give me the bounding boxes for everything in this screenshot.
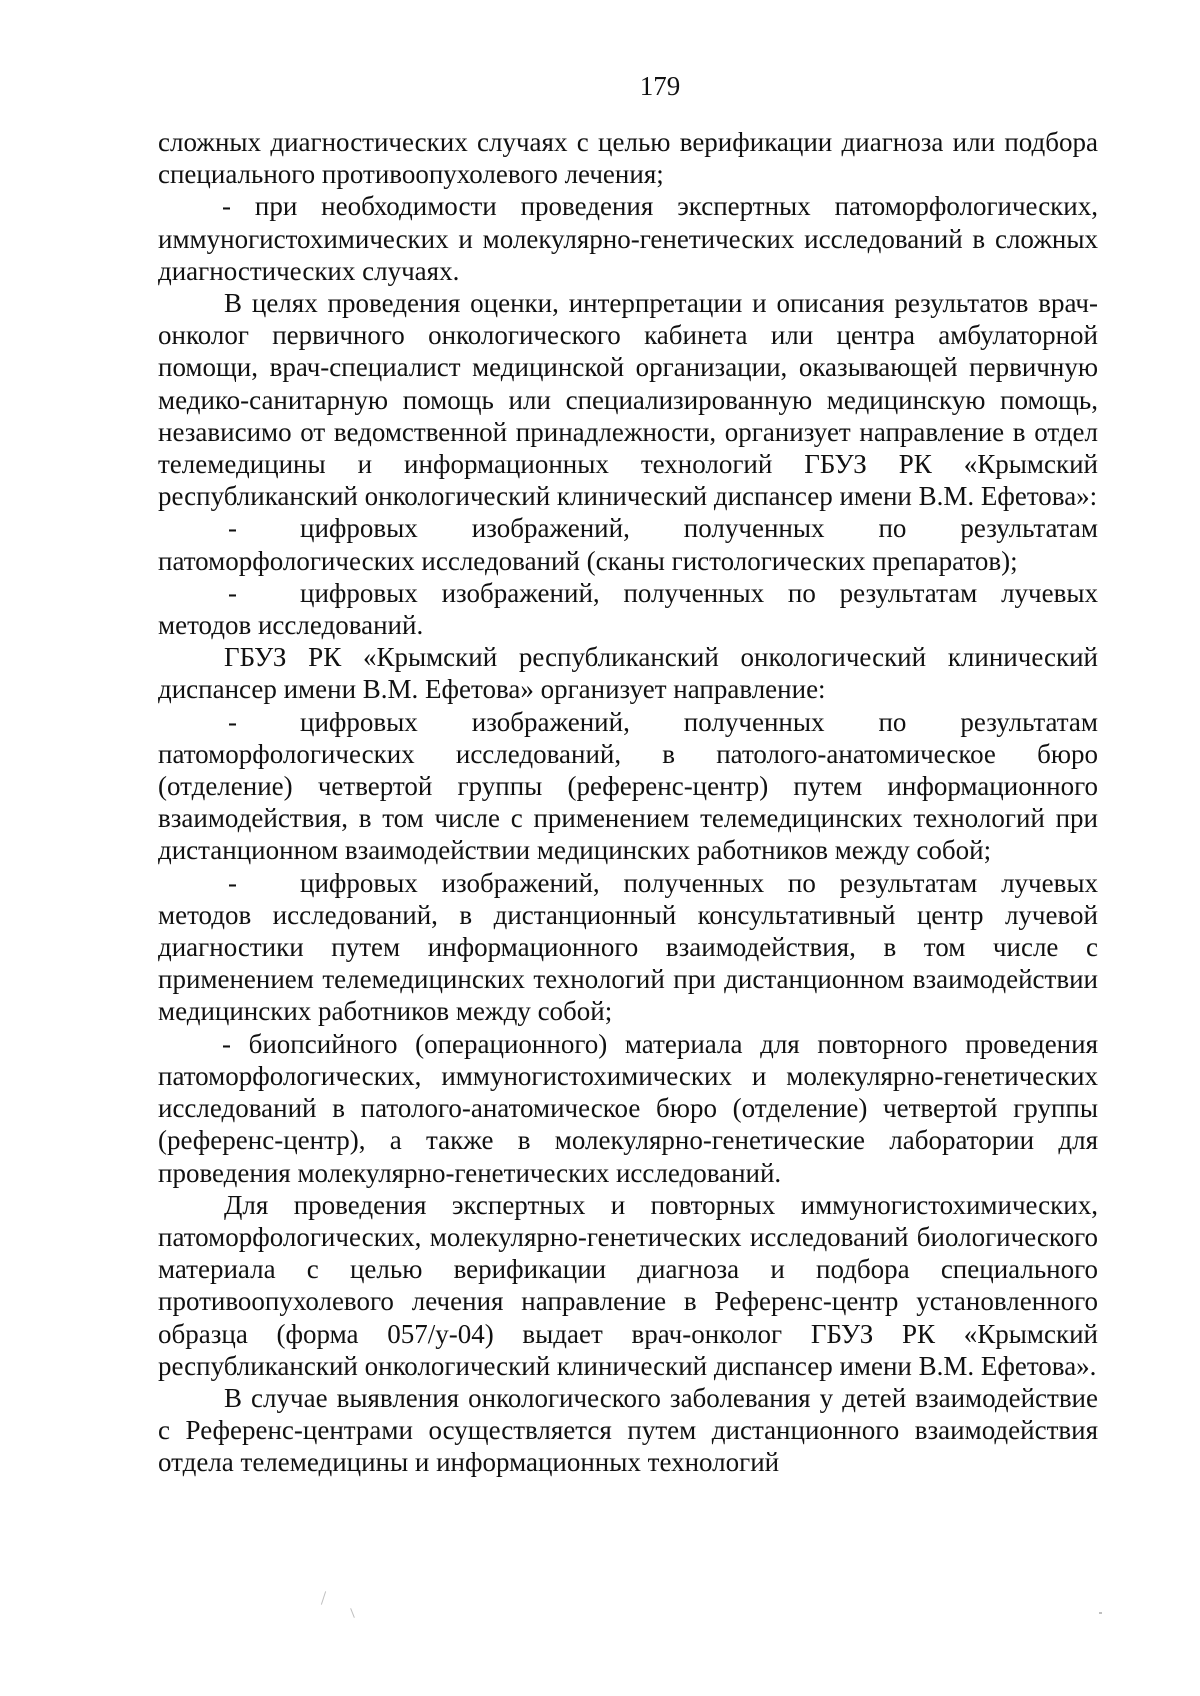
paragraph: В случае выявления онкологического заболевания у детей взаимодействие с Референс-центрами осуществляется путем дистанционного взаимодействия отдела телемедицины и информационных технологий bbox=[158, 1382, 1098, 1478]
scan-artifact bbox=[321, 1591, 326, 1605]
list-item-text: цифровых изображений, полученных по результатам патоморфологических исследований (сканы гистологических препаратов); bbox=[158, 513, 1098, 576]
list-item bbox=[158, 512, 1098, 576]
list-dash: - bbox=[228, 867, 237, 898]
paragraph: Для проведения экспертных и повторных иммуногистохимических, патоморфологических, молекулярно-генетических исследований биологического материала с целью верификации диагноза и подбора специального противоопухолевого лечения направление в Референс-центр установленного образца (форма 057/у-04) выдает врач-онколог ГБУЗ РК «Крымский республиканский онкологический клинический диспансер имени В.М. Ефетова». bbox=[158, 1189, 1098, 1381]
list-item bbox=[158, 867, 1098, 1028]
list-item bbox=[158, 706, 1098, 867]
list-item-text: цифровых изображений, полученных по результатам лучевых методов исследований. bbox=[158, 577, 1098, 641]
list-item-text: цифровых изображений, полученных по результатам лучевых методов исследований, в дистанционный консультативный центр лучевой диагностики путем информационного взаимодействия, в том числе с применением телемедицинских технологий при дистанционном взаимодействии медицинских работников между собой; bbox=[158, 867, 1098, 1027]
list-item bbox=[158, 577, 1098, 641]
scan-artifact bbox=[1099, 1612, 1102, 1614]
paragraph: В целях проведения оценки, интерпретации и описания результатов врач-онколог первичного онкологического кабинета или центра амбулаторной помощи, врач-специалист медицинской организации, оказывающей первичную медико-санитарную помощь или специализированную медицинскую помощь, независимо от ведомственной принадлежности, организует направление в отдел телемедицины и информационных технологий ГБУЗ РК «Крымский республиканский онкологический клинический диспансер имени В.М. Ефетова»: bbox=[158, 288, 1098, 512]
document-body bbox=[158, 126, 1098, 1479]
paragraph: сложных диагностических случаях с целью верификации диагноза или подбора специального противоопухолевого лечения; bbox=[158, 127, 1098, 190]
list-item-text: цифровых изображений, полученных по результатам патоморфологических исследований, в патолого-анатомическое бюро (отделение) четвертой группы (референс-центр) путем информационного взаимодействия, в том числе с применением телемедицинских технологий при дистанционном взаимодействии медицинских работников между собой; bbox=[158, 706, 1098, 866]
page-number: 179 bbox=[639, 71, 681, 101]
scan-artifact bbox=[350, 1608, 355, 1618]
list-dash: - bbox=[228, 706, 237, 737]
list-item: - при необходимости проведения экспертных патоморфологических, иммуногистохимических и молекулярно-генетических исследований в сложных диагностических случаях. bbox=[158, 191, 1098, 286]
list-item: - биопсийного (операционного) материала для повторного проведения патоморфологических, иммуногистохимических и молекулярно-генетических исследований в патолого-анатомическое бюро (отделение) четвертой группы (референс-центр), а также в молекулярно-генетические лаборатории для проведения молекулярно-генетических исследований. bbox=[158, 1028, 1098, 1188]
list-dash: - bbox=[228, 577, 237, 608]
list-dash: - bbox=[228, 513, 237, 544]
paragraph: ГБУЗ РК «Крымский республиканский онкологический клинический диспансер имени В.М. Ефетова» организует направление: bbox=[158, 642, 1098, 705]
